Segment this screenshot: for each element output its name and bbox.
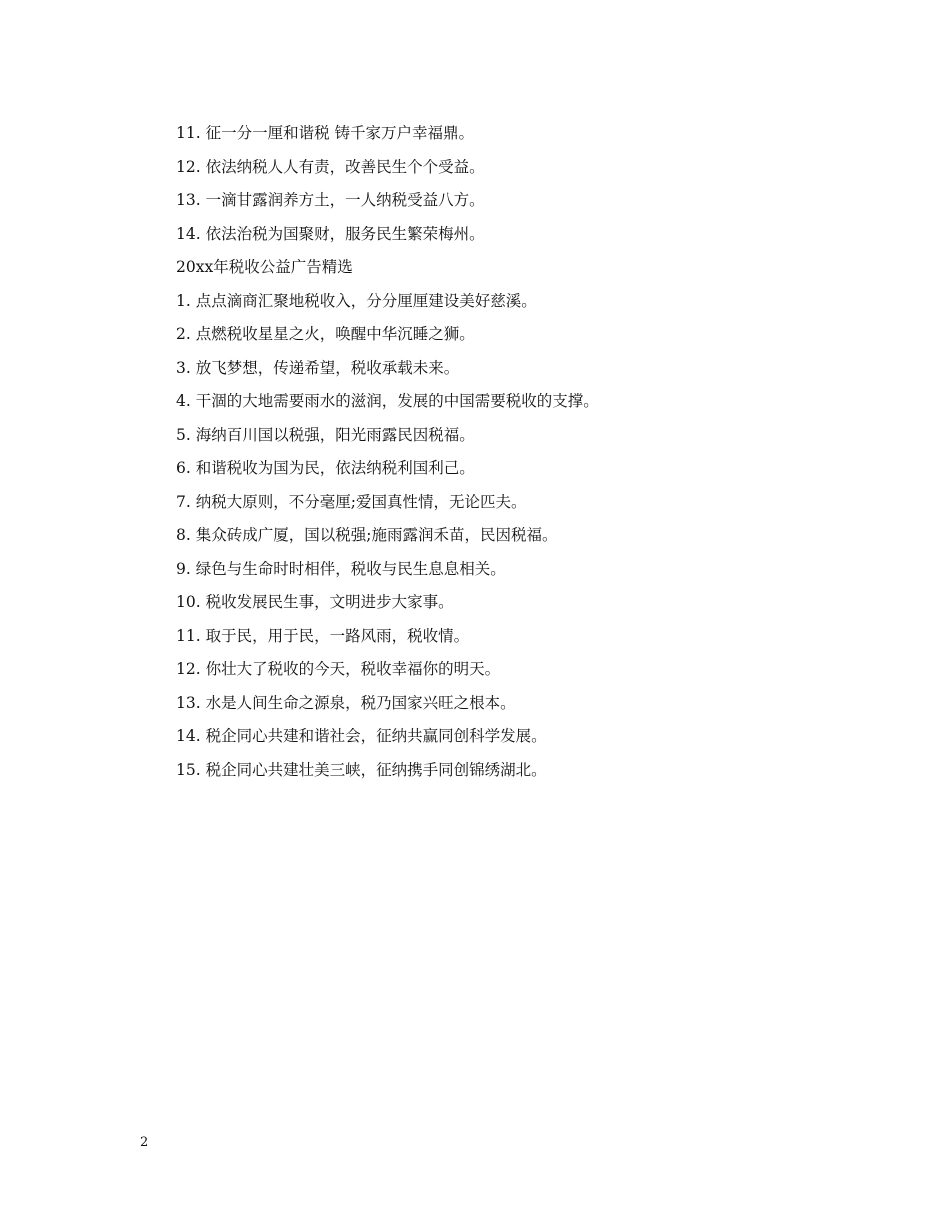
text-line: 1. 点点滴商汇聚地税收入，分分厘厘建设美好慈溪。 bbox=[176, 291, 537, 310]
text-line: 9. 绿色与生命时时相伴，税收与民生息息相关。 bbox=[176, 559, 506, 578]
text-line: 13. 一滴甘露润养方土，一人纳税受益八方。 bbox=[176, 191, 485, 209]
text-line: 6. 和谐税收为国为民，依法纳税利国利己。 bbox=[176, 459, 475, 477]
text-line: 7. 纳税大原则，不分毫厘;爱国真性情，无论匹夫。 bbox=[176, 492, 527, 511]
text-line: 11. 取于民，用于民，一路风雨，税收情。 bbox=[176, 626, 470, 645]
text-line: 2. 点燃税收星星之火，唤醒中华沉睡之狮。 bbox=[176, 325, 475, 343]
text-line: 12. 你壮大了税收的今天，税收幸福你的明天。 bbox=[176, 660, 501, 678]
section-heading: 20xx年税收公益广告精选 bbox=[176, 258, 353, 276]
text-line: 13. 水是人间生命之源泉，税乃国家兴旺之根本。 bbox=[176, 693, 516, 712]
text-line: 10. 税收发展民生事，文明进步大家事。 bbox=[176, 593, 454, 611]
text-line: 4. 干涸的大地需要雨水的滋润，发展的中国需要税收的支撑。 bbox=[176, 392, 599, 410]
text-line: 5. 海纳百川国以税强，阳光雨露民因税福。 bbox=[176, 425, 475, 444]
text-line: 15. 税企同心共建壮美三峡，征纳携手同创锦绣湖北。 bbox=[176, 760, 547, 779]
text-line: 14. 依法治税为国聚财，服务民生繁荣梅州。 bbox=[176, 224, 485, 243]
document-body bbox=[176, 117, 856, 787]
page-number: 2 bbox=[140, 1135, 149, 1150]
text-line: 12. 依法纳税人人有责，改善民生个个受益。 bbox=[176, 157, 485, 176]
text-line: 11. 征一分一厘和谐税 铸千家万户幸福鼎。 bbox=[176, 124, 475, 142]
text-line: 14. 税企同心共建和谐社会，征纳共赢同创科学发展。 bbox=[176, 727, 547, 745]
text-line: 3. 放飞梦想，传递希望，税收承载未来。 bbox=[176, 358, 460, 377]
text-line: 8. 集众砖成广厦，国以税强;施雨露润禾苗，民因税福。 bbox=[176, 526, 558, 544]
